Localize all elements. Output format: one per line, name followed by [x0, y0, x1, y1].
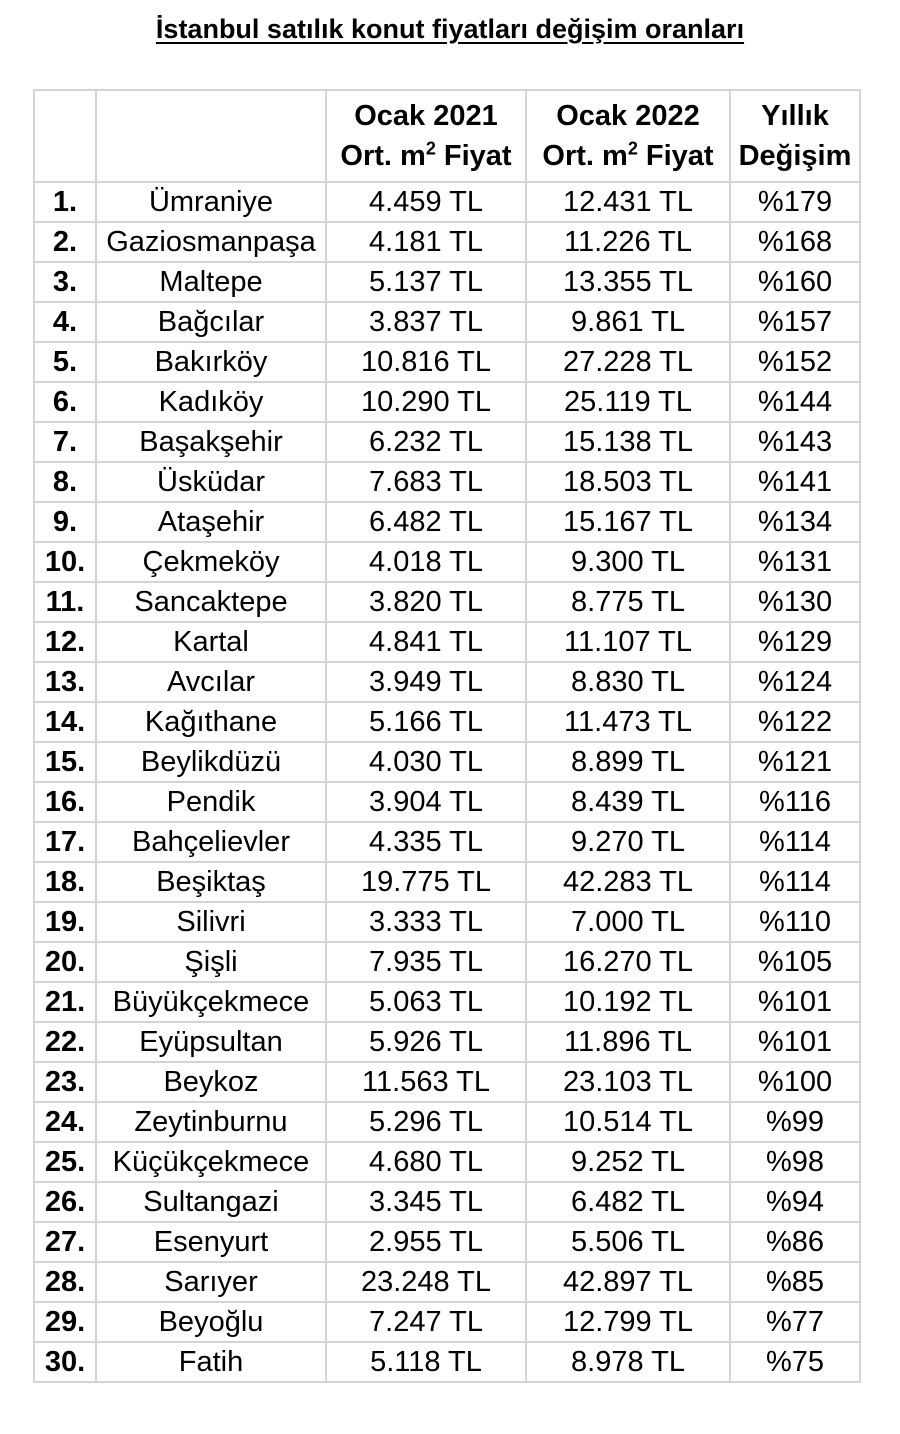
rank-cell: 19. — [34, 902, 96, 942]
district-cell: Başakşehir — [96, 422, 326, 462]
district-cell: Avcılar — [96, 662, 326, 702]
header-price-2021-line2 — [327, 136, 525, 176]
rank-cell: 16. — [34, 782, 96, 822]
rank-cell: 9. — [34, 502, 96, 542]
header-annual-change-line2: Değişim — [738, 140, 852, 172]
district-cell: Sarıyer — [96, 1262, 326, 1302]
rank-cell: 7. — [34, 422, 96, 462]
price-2021-cell: 3.949 TL — [326, 662, 526, 702]
header-unit-superscript: 2 — [425, 138, 436, 159]
price-2021-cell: 3.333 TL — [326, 902, 526, 942]
table-body — [34, 90, 860, 1382]
annual-change-cell: %105 — [730, 942, 860, 982]
annual-change-cell: %129 — [730, 622, 860, 662]
price-2022-cell: 9.861 TL — [526, 302, 730, 342]
rank-cell: 4. — [34, 302, 96, 342]
table-row — [34, 982, 860, 1022]
annual-change-cell: %101 — [730, 1022, 860, 1062]
price-2021-cell: 5.926 TL — [326, 1022, 526, 1062]
price-2022-cell: 11.896 TL — [526, 1022, 730, 1062]
price-2021-cell: 4.030 TL — [326, 742, 526, 782]
header-rank-cell — [34, 90, 96, 182]
district-cell: Silivri — [96, 902, 326, 942]
district-cell: Esenyurt — [96, 1222, 326, 1262]
annual-change-cell: %99 — [730, 1102, 860, 1142]
price-2021-cell: 7.683 TL — [326, 462, 526, 502]
rank-cell: 21. — [34, 982, 96, 1022]
table-row — [34, 222, 860, 262]
table-row — [34, 262, 860, 302]
rank-cell: 1. — [34, 182, 96, 222]
price-2021-cell: 10.290 TL — [326, 382, 526, 422]
table-row — [34, 462, 860, 502]
rank-cell: 14. — [34, 702, 96, 742]
price-2022-cell: 9.252 TL — [526, 1142, 730, 1182]
header-unit-text: Ort. m — [542, 140, 628, 172]
table-row — [34, 1102, 860, 1142]
rank-cell: 25. — [34, 1142, 96, 1182]
annual-change-cell: %98 — [730, 1142, 860, 1182]
rank-cell: 11. — [34, 582, 96, 622]
table-header-row — [34, 90, 860, 182]
price-2021-cell: 4.841 TL — [326, 622, 526, 662]
price-2021-cell: 7.247 TL — [326, 1302, 526, 1342]
price-2022-cell: 6.482 TL — [526, 1182, 730, 1222]
price-2021-cell: 10.816 TL — [326, 342, 526, 382]
table-row — [34, 1022, 860, 1062]
price-2022-cell: 18.503 TL — [526, 462, 730, 502]
table-row — [34, 942, 860, 982]
price-2022-cell: 23.103 TL — [526, 1062, 730, 1102]
rank-cell: 6. — [34, 382, 96, 422]
table-row — [34, 822, 860, 862]
price-2022-cell: 16.270 TL — [526, 942, 730, 982]
table-row — [34, 582, 860, 622]
annual-change-cell: %152 — [730, 342, 860, 382]
rank-cell: 22. — [34, 1022, 96, 1062]
district-cell: Kağıthane — [96, 702, 326, 742]
table-row — [34, 1302, 860, 1342]
price-2022-cell: 11.473 TL — [526, 702, 730, 742]
rank-cell: 3. — [34, 262, 96, 302]
price-2022-cell: 8.775 TL — [526, 582, 730, 622]
price-2022-cell: 8.439 TL — [526, 782, 730, 822]
rank-cell: 8. — [34, 462, 96, 502]
price-2022-cell: 5.506 TL — [526, 1222, 730, 1262]
district-cell: Şişli — [96, 942, 326, 982]
price-2021-cell: 5.166 TL — [326, 702, 526, 742]
district-cell: Bağcılar — [96, 302, 326, 342]
price-2022-cell: 7.000 TL — [526, 902, 730, 942]
annual-change-cell: %101 — [730, 982, 860, 1022]
price-2022-cell: 12.799 TL — [526, 1302, 730, 1342]
header-unit-suffix: Fiyat — [637, 140, 714, 172]
price-2022-cell: 8.830 TL — [526, 662, 730, 702]
annual-change-cell: %157 — [730, 302, 860, 342]
price-2021-cell: 6.482 TL — [326, 502, 526, 542]
table-row — [34, 502, 860, 542]
header-annual-change-line1: Yıllık — [761, 100, 829, 132]
table-row — [34, 302, 860, 342]
annual-change-cell: %144 — [730, 382, 860, 422]
district-cell: Pendik — [96, 782, 326, 822]
price-2022-cell: 12.431 TL — [526, 182, 730, 222]
district-cell: Ümraniye — [96, 182, 326, 222]
annual-change-cell: %124 — [730, 662, 860, 702]
district-cell: Kartal — [96, 622, 326, 662]
header-price-2022-line2 — [527, 136, 729, 176]
price-2021-cell: 4.018 TL — [326, 542, 526, 582]
district-cell: Eyüpsultan — [96, 1022, 326, 1062]
table-row — [34, 1222, 860, 1262]
price-2021-cell: 3.904 TL — [326, 782, 526, 822]
rank-cell: 5. — [34, 342, 96, 382]
price-2022-cell: 13.355 TL — [526, 262, 730, 302]
price-2022-cell: 10.192 TL — [526, 982, 730, 1022]
price-2022-cell: 9.270 TL — [526, 822, 730, 862]
price-2022-cell: 27.228 TL — [526, 342, 730, 382]
district-cell: Beşiktaş — [96, 862, 326, 902]
price-2021-cell: 4.459 TL — [326, 182, 526, 222]
district-cell: Küçükçekmece — [96, 1142, 326, 1182]
annual-change-cell: %179 — [730, 182, 860, 222]
header-unit-text: Ort. m — [340, 140, 426, 172]
district-cell: Üsküdar — [96, 462, 326, 502]
price-2022-cell: 15.138 TL — [526, 422, 730, 462]
price-2021-cell: 19.775 TL — [326, 862, 526, 902]
district-cell: Beylikdüzü — [96, 742, 326, 782]
district-cell: Çekmeköy — [96, 542, 326, 582]
price-2021-cell: 6.232 TL — [326, 422, 526, 462]
price-2022-cell: 10.514 TL — [526, 1102, 730, 1142]
price-2022-cell: 9.300 TL — [526, 542, 730, 582]
table-row — [34, 422, 860, 462]
annual-change-cell: %168 — [730, 222, 860, 262]
rank-cell: 28. — [34, 1262, 96, 1302]
district-cell: Büyükçekmece — [96, 982, 326, 1022]
annual-change-cell: %77 — [730, 1302, 860, 1342]
annual-change-cell: %160 — [730, 262, 860, 302]
annual-change-cell: %134 — [730, 502, 860, 542]
district-cell: Beykoz — [96, 1062, 326, 1102]
page-title: İstanbul satılık konut fiyatları değişim oranları — [155, 14, 745, 44]
price-2021-cell: 3.820 TL — [326, 582, 526, 622]
table-row — [34, 1062, 860, 1102]
annual-change-cell: %114 — [730, 862, 860, 902]
annual-change-cell: %116 — [730, 782, 860, 822]
header-price-2021-line1: Ocak 2021 — [354, 100, 498, 132]
district-cell: Maltepe — [96, 262, 326, 302]
annual-change-cell: %122 — [730, 702, 860, 742]
annual-change-cell: %130 — [730, 582, 860, 622]
price-2021-cell: 3.345 TL — [326, 1182, 526, 1222]
table-row — [34, 1182, 860, 1222]
price-2021-cell: 5.063 TL — [326, 982, 526, 1022]
annual-change-cell: %114 — [730, 822, 860, 862]
rank-cell: 17. — [34, 822, 96, 862]
table-row — [34, 662, 860, 702]
price-2021-cell: 3.837 TL — [326, 302, 526, 342]
table-row — [34, 382, 860, 422]
header-unit-suffix: Fiyat — [435, 140, 512, 172]
annual-change-cell: %94 — [730, 1182, 860, 1222]
district-cell: Beyoğlu — [96, 1302, 326, 1342]
price-2021-cell: 4.335 TL — [326, 822, 526, 862]
price-2021-cell: 5.118 TL — [326, 1342, 526, 1382]
price-2021-cell: 7.935 TL — [326, 942, 526, 982]
table-row — [34, 742, 860, 782]
table-row — [34, 782, 860, 822]
price-2021-cell: 4.680 TL — [326, 1142, 526, 1182]
district-cell: Bakırköy — [96, 342, 326, 382]
header-district-cell — [96, 90, 326, 182]
table-row — [34, 702, 860, 742]
district-cell: Fatih — [96, 1342, 326, 1382]
price-2022-cell: 42.283 TL — [526, 862, 730, 902]
header-price-2022 — [526, 90, 730, 182]
district-cell: Sultangazi — [96, 1182, 326, 1222]
price-2021-cell: 5.296 TL — [326, 1102, 526, 1142]
district-cell: Gaziosmanpaşa — [96, 222, 326, 262]
district-cell: Sancaktepe — [96, 582, 326, 622]
rank-cell: 15. — [34, 742, 96, 782]
annual-change-cell: %85 — [730, 1262, 860, 1302]
annual-change-cell: %131 — [730, 542, 860, 582]
rank-cell: 12. — [34, 622, 96, 662]
rank-cell: 24. — [34, 1102, 96, 1142]
table-row — [34, 1142, 860, 1182]
annual-change-cell: %100 — [730, 1062, 860, 1102]
annual-change-cell: %121 — [730, 742, 860, 782]
annual-change-cell: %141 — [730, 462, 860, 502]
district-cell: Zeytinburnu — [96, 1102, 326, 1142]
price-2022-cell: 11.226 TL — [526, 222, 730, 262]
rank-cell: 18. — [34, 862, 96, 902]
header-price-2021 — [326, 90, 526, 182]
table-row — [34, 1342, 860, 1382]
rank-cell: 26. — [34, 1182, 96, 1222]
annual-change-cell: %86 — [730, 1222, 860, 1262]
price-2021-cell: 23.248 TL — [326, 1262, 526, 1302]
rank-cell: 27. — [34, 1222, 96, 1262]
price-2022-cell: 8.899 TL — [526, 742, 730, 782]
rank-cell: 29. — [34, 1302, 96, 1342]
table-row — [34, 902, 860, 942]
annual-change-cell: %75 — [730, 1342, 860, 1382]
price-2021-cell: 2.955 TL — [326, 1222, 526, 1262]
district-cell: Ataşehir — [96, 502, 326, 542]
price-2022-cell: 25.119 TL — [526, 382, 730, 422]
header-unit-superscript: 2 — [627, 138, 638, 159]
header-annual-change — [730, 90, 860, 182]
price-2021-cell: 5.137 TL — [326, 262, 526, 302]
price-2021-cell: 11.563 TL — [326, 1062, 526, 1102]
price-2021-cell: 4.181 TL — [326, 222, 526, 262]
rank-cell: 10. — [34, 542, 96, 582]
table-row — [34, 1262, 860, 1302]
table-row — [34, 342, 860, 382]
header-price-2022-line1: Ocak 2022 — [556, 100, 700, 132]
rank-cell: 2. — [34, 222, 96, 262]
rank-cell: 30. — [34, 1342, 96, 1382]
price-change-table — [33, 89, 861, 1383]
price-2022-cell: 15.167 TL — [526, 502, 730, 542]
price-2022-cell: 42.897 TL — [526, 1262, 730, 1302]
rank-cell: 20. — [34, 942, 96, 982]
annual-change-cell: %110 — [730, 902, 860, 942]
district-cell: Bahçelievler — [96, 822, 326, 862]
table-row — [34, 622, 860, 662]
table-row — [34, 542, 860, 582]
price-2022-cell: 11.107 TL — [526, 622, 730, 662]
price-2022-cell: 8.978 TL — [526, 1342, 730, 1382]
table-row — [34, 862, 860, 902]
rank-cell: 13. — [34, 662, 96, 702]
district-cell: Kadıköy — [96, 382, 326, 422]
table-row — [34, 182, 860, 222]
rank-cell: 23. — [34, 1062, 96, 1102]
annual-change-cell: %143 — [730, 422, 860, 462]
